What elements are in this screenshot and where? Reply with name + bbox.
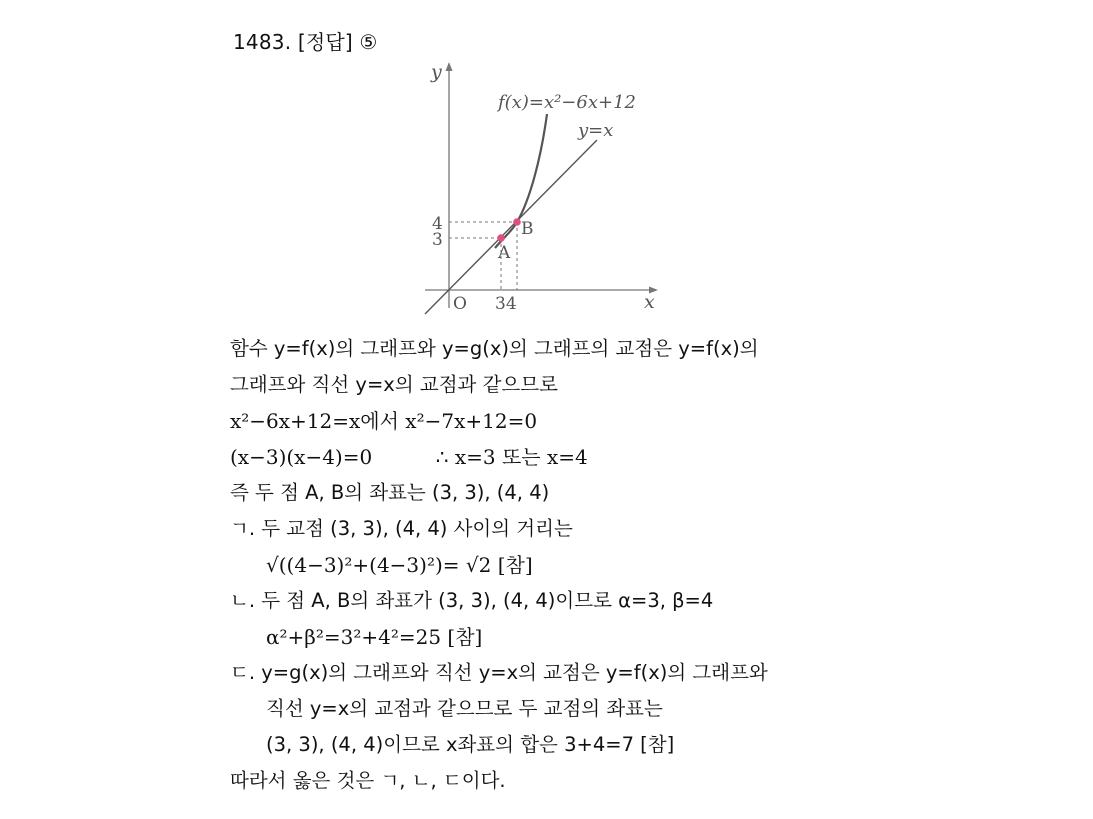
point-b-label: B: [521, 219, 534, 239]
solution-line-11: 직선 y=x의 교점과 같으므로 두 교점의 좌표는: [266, 697, 663, 720]
solution-body: [230, 331, 870, 799]
point-a: [497, 234, 505, 242]
solution-line-13: 따라서 옳은 것은 ㄱ, ㄴ, ㄷ이다.: [230, 769, 506, 792]
point-b: [513, 218, 521, 226]
curve-label: f(x)=x²−6x+12: [498, 92, 636, 113]
tick-y-4: 4: [432, 214, 443, 234]
line-y-equals-x: [425, 140, 597, 314]
solution-line-2: 그래프와 직선 y=x의 교점과 같으므로: [230, 373, 558, 396]
tick-y-3: 3: [432, 230, 443, 250]
graph-figure: [395, 58, 685, 316]
solution-line-3: x²−6x+12=x에서 x²−7x+12=0: [230, 409, 538, 433]
solution-line-5: 즉 두 점 A, B의 좌표는 (3, 3), (4, 4): [230, 481, 550, 504]
line-label: y=x: [578, 120, 614, 141]
x-axis-label: x: [644, 291, 655, 313]
point-a-label: A: [498, 243, 511, 263]
solution-line-8: ㄴ. 두 점 A, B의 좌표가 (3, 3), (4, 4)이므로 α=3, β=4: [230, 589, 714, 612]
problem-header: 1483. [정답] ⑤: [233, 30, 378, 54]
y-axis-arrow: [446, 62, 453, 71]
solution-line-10: ㄷ. y=g(x)의 그래프와 직선 y=x의 교점은 y=f(x)의 그래프와: [230, 661, 768, 684]
solution-line-7: √((4−3)²+(4−3)²)= √2 [참]: [266, 553, 533, 577]
solution-line-4: (x−3)(x−4)=0 ∴ x=3 또는 x=4: [230, 445, 588, 469]
solution-line-6: ㄱ. 두 교점 (3, 3), (4, 4) 사이의 거리는: [230, 517, 573, 540]
origin-label: O: [453, 294, 467, 314]
tick-x-34: 34: [495, 294, 517, 314]
solution-line-1: 함수 y=f(x)의 그래프와 y=g(x)의 그래프의 교점은 y=f(x)의: [230, 337, 759, 360]
solution-line-12: (3, 3), (4, 4)이므로 x좌표의 합은 3+4=7 [참]: [266, 733, 675, 756]
y-axis-label: y: [431, 61, 442, 83]
solution-line-9: α²+β²=3²+4²=25 [참]: [266, 625, 483, 649]
